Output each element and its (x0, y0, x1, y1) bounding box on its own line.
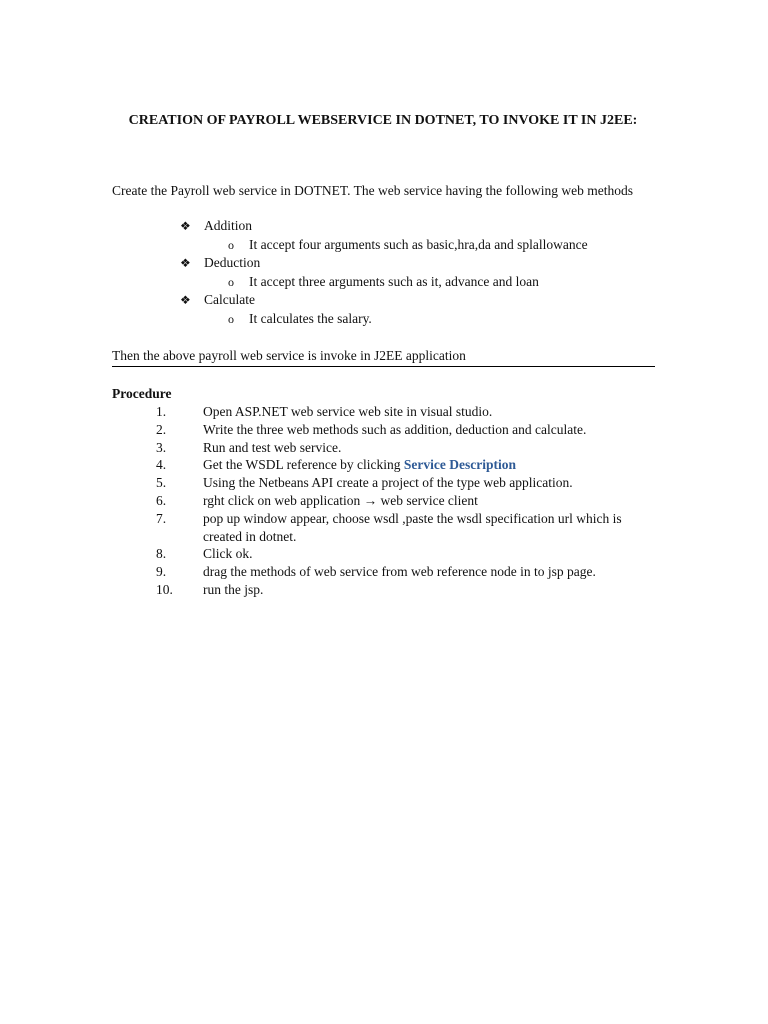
step-text: Run and test web service. (203, 439, 342, 455)
procedure-steps-list (112, 403, 657, 599)
application-statement: Then the above payroll web service is invoke in J2EE application (112, 347, 655, 367)
method-item (112, 254, 657, 273)
method-description-item (112, 273, 657, 292)
step-number: 3. (156, 439, 167, 455)
step-text: Get the WSDL reference by clicking (203, 457, 404, 473)
web-methods-list (112, 217, 657, 328)
step-number: 9. (156, 564, 167, 580)
method-description: It accept three arguments such as it, advance and loan (249, 273, 539, 289)
diamond-bullet-icon: ❖ (180, 293, 191, 307)
step-number: 1. (156, 404, 167, 419)
method-description: It accept four arguments such as basic,hra,da and splallowance (249, 236, 588, 252)
step-number: 6. (156, 492, 167, 508)
method-item (112, 291, 657, 310)
procedure-step (112, 563, 657, 581)
method-description-item (112, 310, 657, 329)
step-number: 7. (156, 510, 167, 526)
step-text: Open ASP.NET web service web site in visual studio. (203, 404, 493, 419)
right-arrow-icon: → (363, 492, 378, 508)
procedure-step (112, 510, 657, 546)
procedure-step (112, 545, 657, 563)
step-number: 10. (156, 581, 173, 597)
service-description-link[interactable]: Service Description (403, 457, 517, 473)
procedure-step (112, 581, 657, 599)
method-description: It calculates the salary. (249, 310, 372, 326)
step-number: 2. (156, 421, 167, 437)
step-text: pop up window appear, choose wsdl ,paste the wsdl specification url which is created in dotnet. (203, 510, 622, 544)
step-text: drag the methods of web service from web reference node in to jsp page. (203, 564, 596, 580)
procedure-heading: Procedure (112, 386, 172, 401)
circle-bullet-icon: o (228, 274, 234, 289)
step-text: Click ok. (203, 546, 253, 562)
step-number: 5. (156, 475, 167, 491)
step-text: rght click on web application (203, 492, 364, 508)
circle-bullet-icon: o (228, 311, 234, 326)
procedure-step (112, 456, 657, 474)
step-number: 4. (156, 457, 167, 473)
procedure-step (112, 492, 657, 510)
method-item (112, 217, 657, 236)
procedure-step (112, 421, 657, 439)
step-text: run the jsp. (203, 581, 264, 597)
method-name: Deduction (204, 255, 261, 270)
step-number: 8. (156, 546, 167, 562)
step-text-container (203, 456, 657, 474)
method-description-item (112, 236, 657, 255)
circle-bullet-icon: o (228, 237, 234, 252)
diamond-bullet-icon: ❖ (180, 219, 191, 233)
procedure-step (112, 474, 657, 492)
step-text-after: web service client (377, 492, 478, 508)
step-text: Using the Netbeans API create a project of the type web application. (203, 475, 573, 491)
procedure-step (112, 403, 657, 421)
step-text: Write the three web methods such as addition, deduction and calculate. (203, 421, 587, 437)
diamond-bullet-icon: ❖ (180, 256, 191, 270)
method-name: Addition (204, 218, 253, 233)
step-text-container (203, 492, 657, 510)
method-name: Calculate (204, 292, 255, 307)
procedure-step (112, 439, 657, 457)
intro-paragraph: Create the Payroll web service in DOTNET. The web service having the following web methods (112, 183, 633, 198)
document-title: CREATION OF PAYROLL WEBSERVICE IN DOTNET, TO INVOKE IT IN J2EE: (128, 113, 638, 128)
